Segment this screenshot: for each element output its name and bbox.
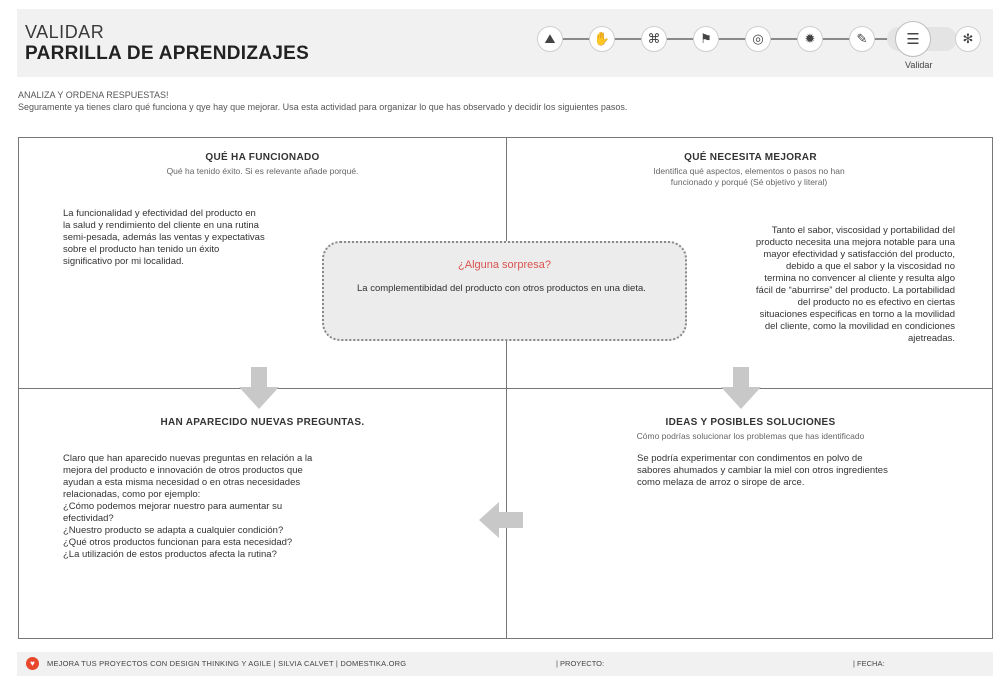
ideas-subtitle: Cómo podrías solucionar los problemas que has identificado [636,431,865,441]
surprise-text[interactable]: La complementibidad del producto con otros productos en una dieta. [357,283,646,294]
grid-horizontal-divider [19,388,992,389]
footer-credits: MEJORA TUS PROYECTOS CON DESIGN THINKING Y AGILE | SILVIA CALVET | DOMESTIKA.ORG [47,659,407,668]
header [17,9,993,77]
network-icon[interactable]: ⌘ [641,26,667,52]
worked-title: QUÉ HA FUNCIONADO [205,152,320,163]
stage-label: VALIDAR [25,22,105,42]
surprise-title: ¿Alguna sorpresa? [458,259,551,271]
arrow-left-icon [479,502,523,538]
arrow-down-icon [239,367,279,409]
heart-logo-icon: ♥ [26,657,39,670]
improve-title: QUÉ NECESITA MEJORAR [684,152,817,163]
ideas-body[interactable]: Se podría experimentar con condimentos en polvo de sabores ahumados y cambiar la miel con otros ingredientes como melaza de arroz o sirope de arce. [637,453,888,488]
questions-body[interactable]: Claro que han aparecido nuevas preguntas en relación a la mejora del producto e innovación de otros productos que ayudan a esta misma necesidad o en otras necesidades relacionadas, como por ejemplo: ¿Cómo podemos mejorar nuestro para aumentar su efectividad? ¿Nuestro producto se adapta a cualquier condición? ¿Qué otros productos funcionan para esta necesidad? ¿La utilización de estos productos afecta la rutina? [63,453,313,560]
bug-icon[interactable]: ✻ [955,26,981,52]
improve-subtitle: Identifica qué aspectos, elementos o pasos no han funcionado y porqué (Sé objetivo y literal) [653,166,845,187]
process-steps [527,21,987,81]
footer [17,652,993,676]
worked-subtitle: Qué ha tenido éxito. Si es relevante añade porqué. [166,166,359,176]
intro-title: ANALIZA Y ORDENA RESPUESTAS! [18,90,169,100]
hand-icon[interactable]: ✋ [589,26,615,52]
pencil-icon[interactable]: ✎ [849,26,875,52]
surprise-box[interactable] [322,241,687,341]
checklist-icon[interactable]: ☰ [895,21,931,57]
learning-grid [18,137,993,639]
target-icon[interactable]: ◎ [745,26,771,52]
page-title: PARRILLA DE APRENDIZAJES [25,43,310,64]
footer-date-label: | FECHA: [853,659,885,668]
worked-body[interactable]: La funcionalidad y efectividad del producto en la salud y rendimiento del cliente en una rutina semi-pesada, además las ventas y expectativas sobre el producto han tenido un éxito significativo por mi localidad. [63,208,265,267]
ideas-title: IDEAS Y POSIBLES SOLUCIONES [665,417,836,428]
arrow-down-icon [721,367,761,409]
active-step-label: Validar [905,60,933,70]
intro-text: Seguramente ya tienes claro qué funciona y qye hay que mejorar. Usa esta actividad para organizar lo que has observado y decidir los siguientes pasos. [18,102,628,112]
signpost-icon[interactable]: ⚑ [693,26,719,52]
improve-body[interactable]: Tanto el sabor, viscosidad y portabilidad del producto necesita una mejora notable para una mayor efectividad y satisfacción del producto, debido a que el sabor y la viscosidad no termina no convencer al cliente y resulta algo fácil de “aburrirse” del producto. La portabilidad del producto no es efectivo en ciertas situaciones especificas en torno a la movilidad del cliente, como la movilidad en condiciones ajetreadas. [755,225,955,344]
questions-title: HAN APARECIDO NUEVAS PREGUNTAS. [160,417,365,428]
lightbulb-icon[interactable]: ✹ [797,26,823,52]
footer-project-label: | PROYECTO: [556,659,605,668]
mountain-flag-icon[interactable]: ⛰ [537,26,563,52]
